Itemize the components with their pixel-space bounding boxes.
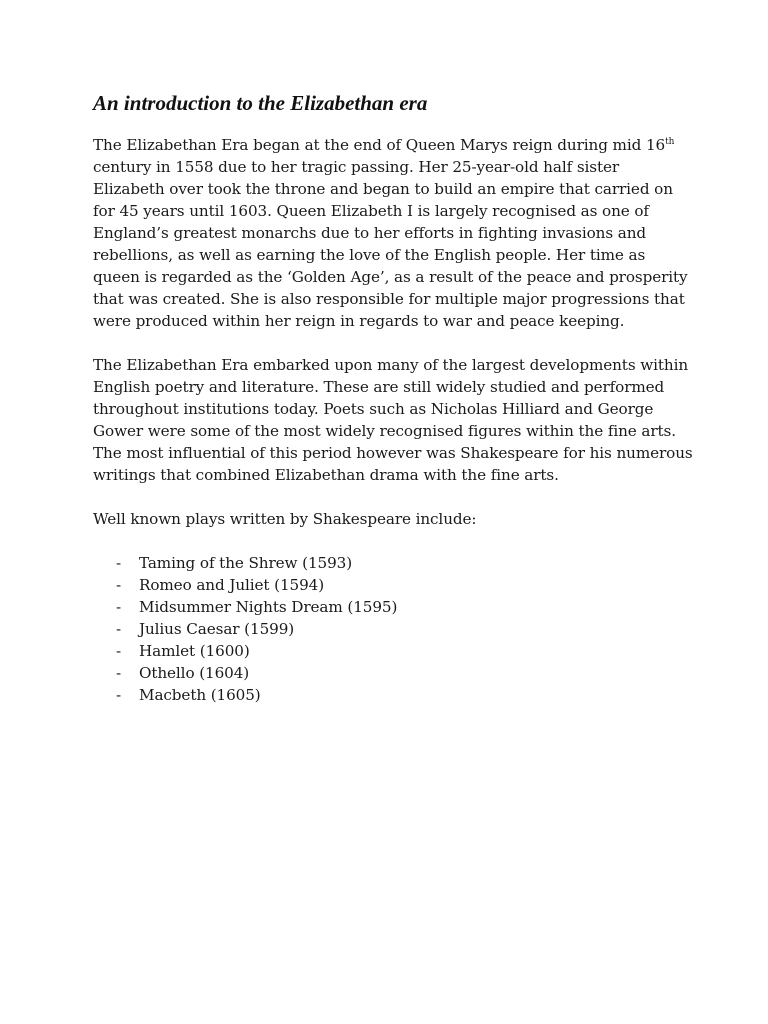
list-bullet: - bbox=[116, 598, 122, 616]
list-item bbox=[93, 618, 693, 640]
list-bullet: - bbox=[116, 686, 122, 704]
play-title: Romeo and Juliet (1594) bbox=[139, 576, 325, 594]
list-item bbox=[93, 684, 693, 706]
play-title: Taming of the Shrew (1593) bbox=[139, 554, 353, 572]
intro-paragraph bbox=[93, 134, 693, 332]
intro-paragraph-start: The Elizabethan Era began at the end of Queen Marys reign during mid 16 bbox=[93, 136, 666, 154]
play-title: Othello (1604) bbox=[139, 664, 250, 682]
list-bullet: - bbox=[116, 664, 122, 682]
list-bullet: - bbox=[116, 576, 122, 594]
plays-list bbox=[93, 552, 693, 706]
play-title: Midsummer Nights Dream (1595) bbox=[139, 598, 398, 616]
list-item bbox=[93, 662, 693, 684]
list-bullet: - bbox=[116, 642, 122, 660]
list-item bbox=[93, 574, 693, 596]
document-title: An introduction to the Elizabethan era bbox=[93, 91, 428, 115]
list-bullet: - bbox=[116, 554, 122, 572]
ordinal-suffix: th bbox=[665, 136, 675, 147]
intro-paragraph-rest: century in 1558 due to her tragic passing. Her 25-year-old half sister Elizabeth over took the throne and began to build an empire that carried on for 45 years until 1603. Queen Elizabeth I is largely recognised as one of England’s greatest monarchs due to her efforts in fighting invasions and rebellions, as well as earning the love of the English people. Her time as queen is regarded as the ‘Golden Age’, as a result of the peace and prosperity that was created. She is also responsible for multiple major progressions that were produced within her reign in regards to war and peace keeping. bbox=[93, 158, 688, 330]
document-body bbox=[93, 90, 693, 706]
list-bullet: - bbox=[116, 620, 122, 638]
plays-intro: Well known plays written by Shakespeare include: bbox=[93, 510, 477, 528]
literature-paragraph: The Elizabethan Era embarked upon many of the largest developments within English poetry and literature. These are still widely studied and performed throughout institutions today. Poets such as Nicholas Hilliard and George Gower were some of the most widely recognised figures within the fine arts. The most influential of this period however was Shakespeare for his numerous writings that combined Elizabethan drama with the fine arts. bbox=[93, 356, 693, 484]
play-title: Macbeth (1605) bbox=[139, 686, 261, 704]
play-title: Hamlet (1600) bbox=[139, 642, 250, 660]
list-item bbox=[93, 552, 693, 574]
list-item bbox=[93, 640, 693, 662]
list-item bbox=[93, 596, 693, 618]
play-title: Julius Caesar (1599) bbox=[139, 620, 295, 638]
